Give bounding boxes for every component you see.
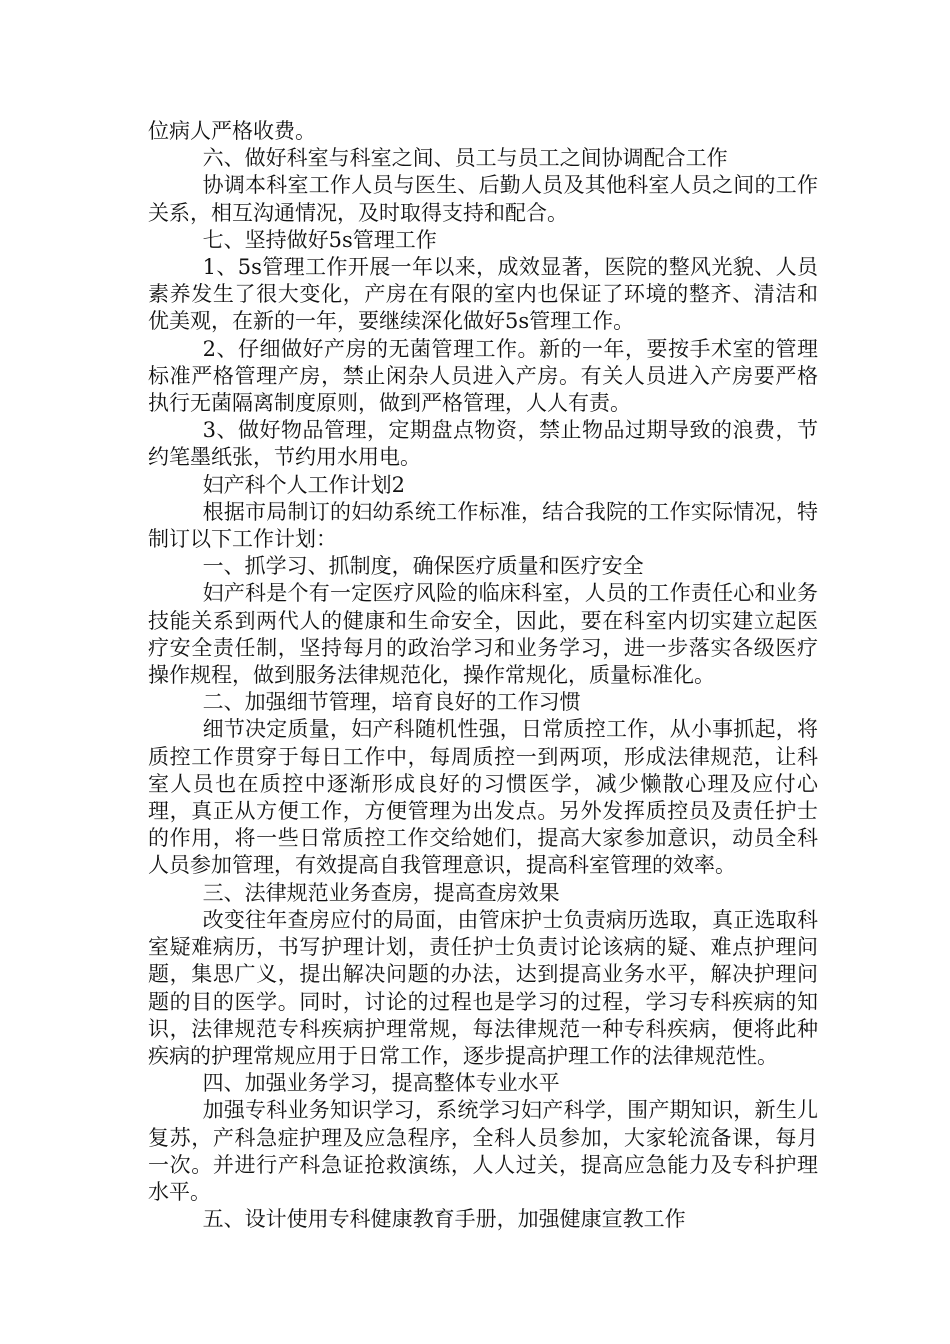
paragraph: 1、5s管理工作开展一年以来，成效显著，医院的整风光貌、人员素养发生了很大变化，产房在有限的室内也保证了环境的整齐、清洁和优美观，在新的一年，要继续深化做好5s管理工作。 — [148, 255, 818, 334]
section-heading: 七、坚持做好5s管理工作 — [202, 227, 437, 252]
paragraph: 根据市局制订的妇幼系统工作标准，结合我院的工作实际情况，特制订以下工作计划： — [148, 499, 818, 552]
paragraph: 妇产科是个有一定医疗风险的临床科室，人员的工作责任心和业务技能关系到两代人的健康和生命安全，因此，要在科室内切实建立起医疗安全责任制，坚持每月的政治学习和业务学习，进一步落实各级医疗操作规程，做到服务法律规范化，操作常规化，质量标准化。 — [148, 581, 818, 688]
paragraph: 改变往年查房应付的局面，由管床护士负责病历选取，真正选取科室疑难病历，书写护理计划，责任护士负责讨论该病的疑、难点护理问题，集思广义，提出解决问题的办法，达到提高业务水平，解决护理问题的目的医学。同时，讨论的过程也是学习的过程，学习专科疾病的知识，法律规范专科疾病护理常规，每法律规范一种专科疾病，便将此种疾病的护理常规应用于日常工作，逐步提高护理工作的法律规范性。 — [148, 907, 818, 1068]
paragraph: 细节决定质量，妇产科随机性强，日常质控工作，从小事抓起，将质控工作贯穿于每日工作中，每周质控一到两项，形成法律规范，让科室人员也在质控中逐渐形成良好的习惯医学，减少懒散心理及应付心理，真正从方便工作，方便管理为出发点。另外发挥质控员及责任护士的作用，将一些日常质控工作交给她们，提高大家参加意识，动员全科人员参加管理，有效提高自我管理意识，提高科室管理的效率。 — [148, 717, 818, 878]
section-heading: 一、抓学习、抓制度，确保医疗质量和医疗安全 — [202, 554, 644, 579]
section-heading: 二、加强细节管理，培育良好的工作习惯 — [202, 690, 581, 715]
section-heading: 六、做好科室与科室之间、员工与员工之间协调配合工作 — [202, 146, 728, 171]
paragraph: 位病人严格收费。 — [148, 119, 316, 143]
paragraph: 协调本科室工作人员与医生、后勤人员及其他科室人员之间的工作关系，相互沟通情况，及时取得支持和配合。 — [148, 173, 818, 225]
paragraph: 加强专科业务知识学习，系统学习妇产科学，围产期知识，新生儿复苏，产科急症护理及应急程序，全科人员参加，大家轮流备课，每月一次。并进行产科急证抢救演练，人人过关，提高应急能力及专科护理水平。 — [148, 1098, 818, 1204]
section-heading: 三、法律规范业务查房，提高查房效果 — [202, 880, 560, 905]
paragraph: 3、做好物品管理，定期盘点物资，禁止物品过期导致的浪费，节约笔墨纸张，节约用水用电。 — [148, 418, 818, 470]
section-heading: 五、设计使用专科健康教育手册，加强健康宣教工作 — [202, 1207, 686, 1232]
section-heading: 四、加强业务学习，提高整体专业水平 — [202, 1071, 560, 1096]
document-body — [148, 118, 818, 1233]
document-subtitle: 妇产科个人工作计划2 — [202, 472, 405, 497]
paragraph: 2、仔细做好产房的无菌管理工作。新的一年，要按手术室的管理标准严格管理产房，禁止闲杂人员进入产房。有关人员进入产房要严格执行无菌隔离制度原则，做到严格管理，人人有责。 — [148, 336, 818, 416]
